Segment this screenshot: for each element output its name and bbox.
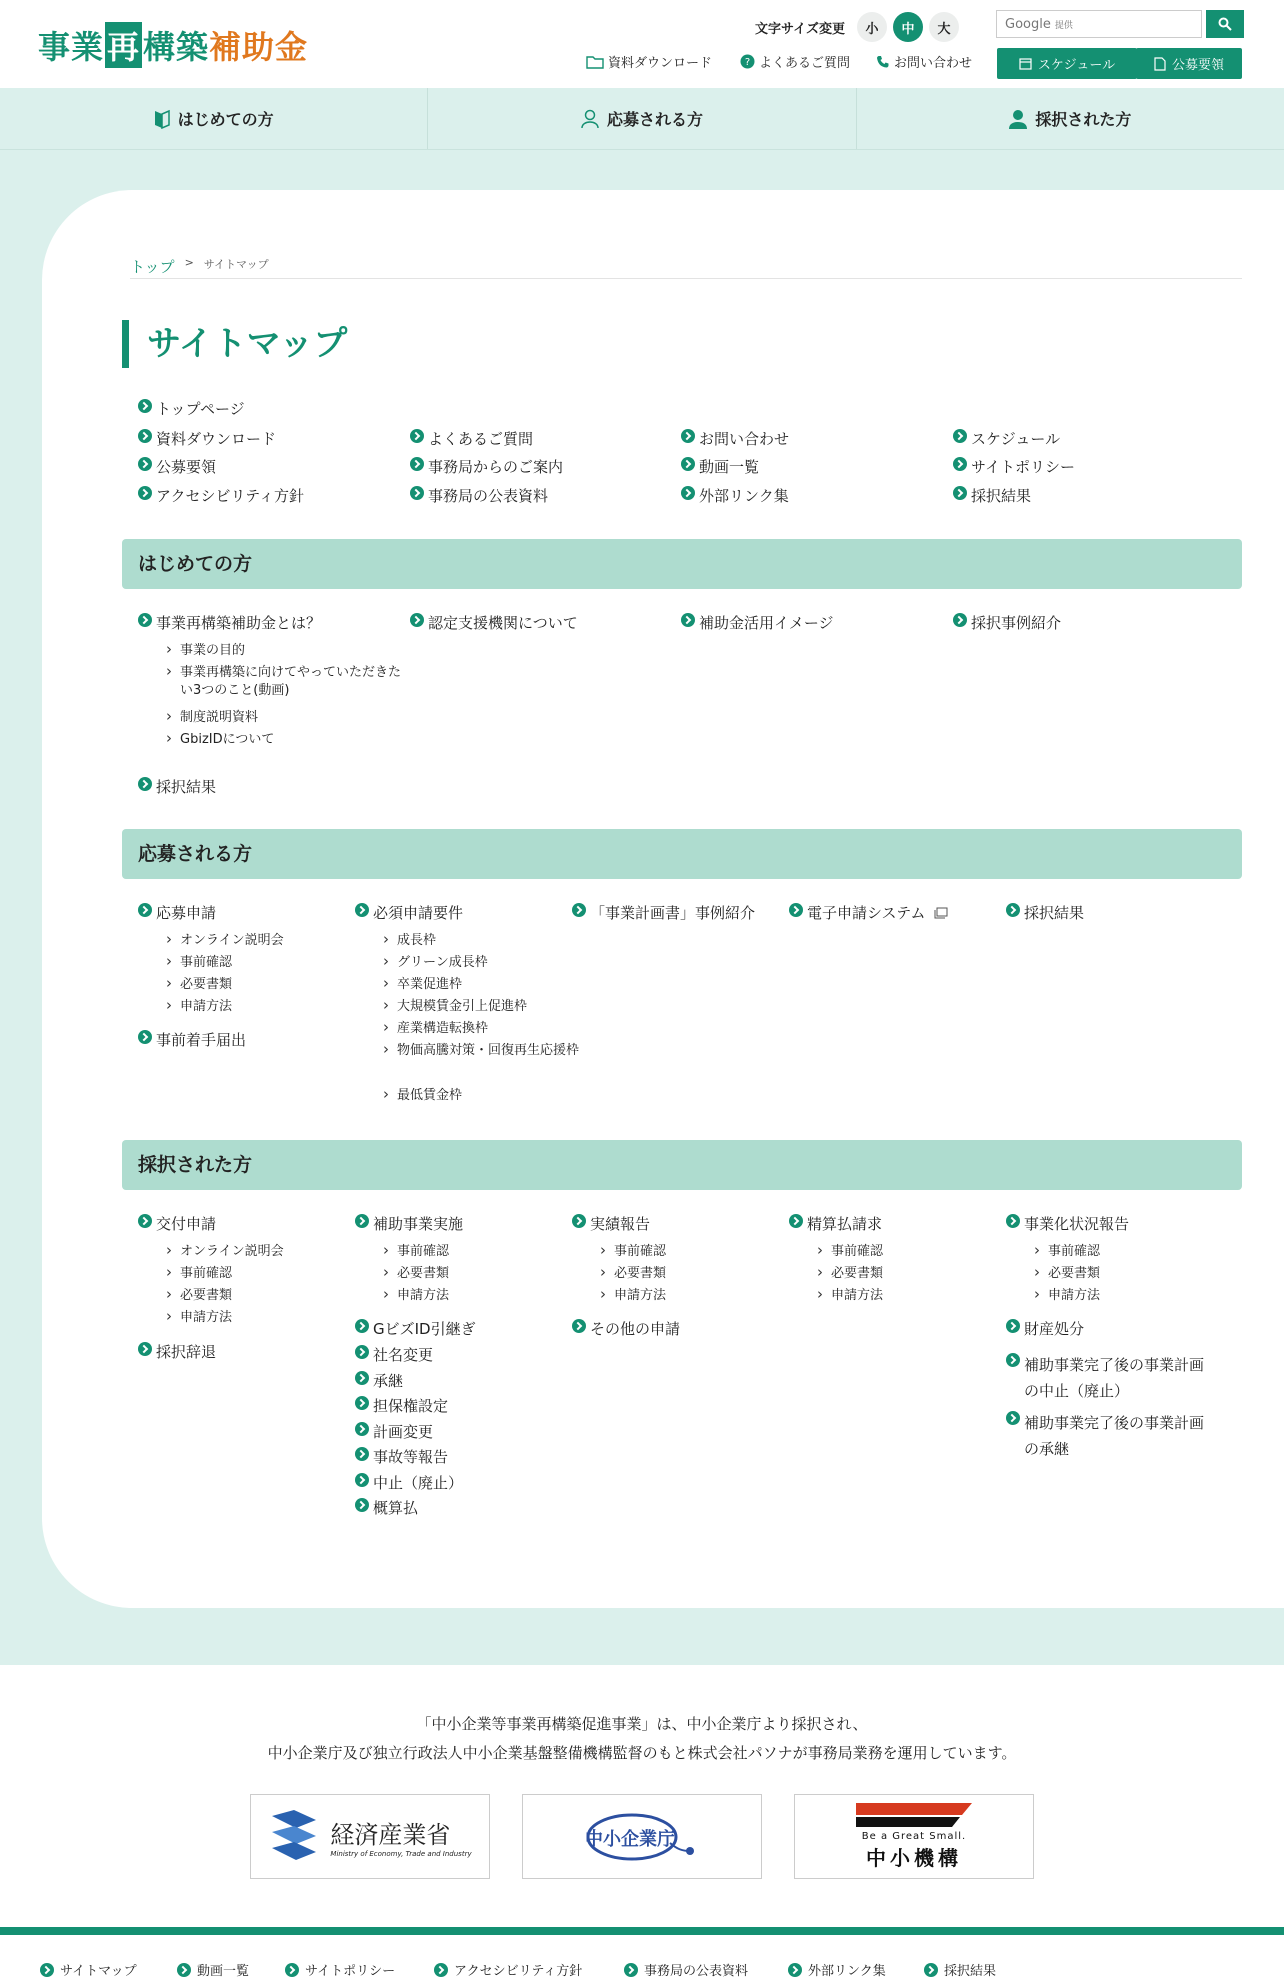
chevron-circle-icon xyxy=(410,457,424,471)
schedule-button-label: スケジュール xyxy=(1037,58,1116,73)
chevron-circle-icon xyxy=(355,1214,369,1228)
schedule-button[interactable] xyxy=(997,48,1137,79)
link-label: 事前着手届出 xyxy=(156,1031,247,1049)
sitemap-link[interactable] xyxy=(1006,1410,1218,1462)
faq-link-label: よくあるご質問 xyxy=(759,56,851,71)
sitemap-link[interactable] xyxy=(138,612,321,634)
sitemap-link[interactable] xyxy=(355,1318,476,1340)
sitemap-sublink[interactable]: › 必要書類 xyxy=(164,976,232,994)
logo-text-3: 構築 xyxy=(143,28,210,66)
link-label: 精算払請求 xyxy=(807,1215,883,1233)
sitemap-sublink[interactable]: › 事前確認 xyxy=(164,1265,232,1283)
meti-logo-sub: Ministry of Economy, Trade and Industry xyxy=(330,1850,472,1858)
logo-text-2: 再 xyxy=(105,22,142,68)
chevron-circle-icon xyxy=(789,1214,803,1228)
sitemap-sublink[interactable]: › 産業構造転換枠 xyxy=(381,1020,488,1038)
sitemap-sublink[interactable]: › 卒業促進枠 xyxy=(381,976,462,994)
sitemap-link[interactable] xyxy=(138,776,216,798)
user-filled-icon xyxy=(1009,109,1027,129)
section-heading-beginners: はじめての方 xyxy=(122,539,1242,589)
footer-link-sitemap[interactable] xyxy=(40,1960,137,1979)
sitemap-sublink[interactable]: › GbizIDについて xyxy=(164,731,274,749)
footer-link-videos[interactable] xyxy=(177,1960,249,1979)
sitemap-link[interactable] xyxy=(953,456,1075,478)
sitemap-link[interactable] xyxy=(410,485,548,507)
chevron-circle-icon xyxy=(355,1319,369,1333)
footer-message xyxy=(0,1710,1284,1768)
meti-logo-main: 経済産業省 xyxy=(330,1821,451,1849)
sitemap-link[interactable] xyxy=(355,1421,433,1443)
sitemap-sublink[interactable]: › 事前確認 xyxy=(815,1243,883,1261)
chevron-circle-icon xyxy=(355,1473,369,1487)
chevron-circle-icon xyxy=(1006,1319,1020,1333)
sitemap-link[interactable] xyxy=(410,428,533,450)
question-icon xyxy=(740,54,755,69)
link-label: 事業化状況報告 xyxy=(1024,1215,1130,1233)
sitemap-sublink[interactable]: › 物価高騰対策・回復再生応援枠 xyxy=(381,1042,581,1060)
footer-link-label: サイトポリシー xyxy=(305,1964,396,1979)
chevron-circle-icon xyxy=(953,429,967,443)
sitemap-link[interactable] xyxy=(681,456,759,478)
nav-beginners[interactable] xyxy=(0,88,428,149)
sitemap-link[interactable] xyxy=(138,1341,216,1363)
link-label: 補助事業完了後の事業計画の承継 xyxy=(1024,1414,1205,1458)
chevron-circle-icon xyxy=(138,486,152,500)
guidelines-button-label: 公募要領 xyxy=(1171,58,1224,73)
sitemap-link[interactable] xyxy=(1006,902,1084,924)
link-label: 外部リンク集 xyxy=(699,487,789,505)
chevron-circle-icon xyxy=(681,486,695,500)
chevron-circle-icon xyxy=(138,1214,152,1228)
link-label: アクセシビリティ方針 xyxy=(156,487,305,505)
chevron-circle-icon xyxy=(138,429,152,443)
font-size-small-button[interactable]: 小 xyxy=(857,12,887,42)
sitemap-sublink[interactable]: › オンライン説明会 xyxy=(164,1243,284,1261)
link-label: 認定支援機関について xyxy=(428,614,578,632)
sitemap-link[interactable] xyxy=(953,485,1031,507)
search-button[interactable] xyxy=(1206,10,1244,38)
sitemap-link[interactable] xyxy=(355,1344,433,1366)
sitemap-link[interactable] xyxy=(681,612,834,634)
link-label: 補助事業完了後の事業計画の中止（廃止） xyxy=(1024,1356,1205,1400)
sitemap-link[interactable] xyxy=(681,428,789,450)
sitemap-sublink[interactable]: › 申請方法 xyxy=(598,1287,666,1305)
sme-agency-logo-link[interactable] xyxy=(522,1794,762,1879)
phone-icon xyxy=(876,55,890,69)
chevron-circle-icon xyxy=(355,1396,369,1410)
sitemap-link[interactable] xyxy=(953,612,1061,634)
link-label: 財産処分 xyxy=(1024,1320,1085,1338)
link-label: 採択結果 xyxy=(156,778,217,796)
link-label: 概算払 xyxy=(373,1499,419,1517)
font-size-label: 文字サイズ変更 xyxy=(755,21,845,37)
external-window-icon xyxy=(934,907,948,919)
breadcrumb-current: サイトマップ xyxy=(203,258,269,271)
sitemap-link[interactable] xyxy=(138,485,304,507)
chevron-circle-icon xyxy=(681,457,695,471)
link-label: GビズID引継ぎ xyxy=(373,1320,476,1338)
breadcrumb-separator: > xyxy=(184,256,194,269)
sitemap-link[interactable] xyxy=(355,1446,448,1468)
download-link[interactable] xyxy=(586,52,712,71)
chevron-circle-icon xyxy=(410,613,424,627)
sitemap-sublink[interactable]: › 事前確認 xyxy=(598,1243,666,1261)
font-size-switcher xyxy=(755,12,959,42)
search-input[interactable] xyxy=(996,10,1202,38)
chevron-circle-icon xyxy=(355,1447,369,1461)
chevron-circle-icon xyxy=(355,1371,369,1385)
footer-link-label: 外部リンク集 xyxy=(808,1964,886,1979)
sitemap-link[interactable] xyxy=(138,456,216,478)
link-label: 事務局からのご案内 xyxy=(428,458,564,476)
download-link-label: 資料ダウンロード xyxy=(608,56,713,71)
chevron-circle-icon xyxy=(572,1214,586,1228)
chevron-circle-icon xyxy=(138,1342,152,1356)
link-label: 中止（廃止） xyxy=(373,1474,464,1492)
sitemap-sublink[interactable]: › 申請方法 xyxy=(815,1287,883,1305)
footer-link-label: 事務局の公表資料 xyxy=(644,1964,749,1979)
link-label: 「事業計画書」事例紹介 xyxy=(590,904,756,922)
footer-link-label: 動画一覧 xyxy=(197,1964,250,1979)
sitemap-link[interactable] xyxy=(1006,1318,1084,1340)
chevron-circle-icon xyxy=(1006,903,1020,917)
breadcrumb-divider xyxy=(130,278,1242,279)
sitemap-link[interactable] xyxy=(572,902,755,924)
smrj-logo-main: 中小機構 xyxy=(866,1845,962,1870)
beginner-mark-icon xyxy=(154,109,170,129)
chevron-circle-icon xyxy=(138,399,152,413)
footer-link-public-docs[interactable] xyxy=(624,1960,748,1979)
link-label: 承継 xyxy=(373,1372,404,1390)
footer-link-external[interactable] xyxy=(788,1960,886,1979)
logo-text-4: 補助金 xyxy=(209,28,309,66)
link-label: 計画変更 xyxy=(373,1423,434,1441)
section-heading-applicants: 応募される方 xyxy=(122,829,1242,879)
link-label: 採択辞退 xyxy=(156,1343,217,1361)
search-provided-label: 提供 xyxy=(1054,20,1073,31)
smrj-logo-sub: Be a Great Small. xyxy=(861,1830,967,1842)
sitemap-link[interactable] xyxy=(1006,1213,1129,1235)
calendar-icon xyxy=(1019,57,1032,70)
link-label: その他の申請 xyxy=(590,1320,681,1338)
footer-link-label: アクセシビリティ方針 xyxy=(454,1964,583,1979)
sitemap-link[interactable] xyxy=(789,1213,882,1235)
sitemap-sublink[interactable]: › 必要書類 xyxy=(598,1265,666,1283)
sitemap-sublink[interactable]: › 事前確認 xyxy=(381,1243,449,1261)
sitemap-link[interactable] xyxy=(355,1497,418,1519)
breadcrumb-home-link[interactable]: トップ xyxy=(130,258,175,276)
sitemap-sublink[interactable]: › 成長枠 xyxy=(381,932,436,950)
chevron-circle-icon xyxy=(1006,1214,1020,1228)
chevron-circle-icon xyxy=(355,1345,369,1359)
contact-link[interactable] xyxy=(876,52,972,71)
font-size-large-button[interactable]: 大 xyxy=(929,12,959,42)
link-label: 電子申請システム xyxy=(807,904,926,922)
chevron-circle-icon xyxy=(138,1030,152,1044)
footer-message-line-2: 中小企業庁及び独立行政法人中小企業基盤整備機構監督のもと株式会社パソナが事務局業務を運用しています。 xyxy=(267,1744,1017,1762)
chevron-circle-icon xyxy=(681,429,695,443)
sitemap-sublink[interactable]: › 必要書類 xyxy=(1032,1265,1100,1283)
chevron-circle-icon xyxy=(1006,1353,1020,1367)
sitemap-link[interactable] xyxy=(355,1213,463,1235)
sitemap-sublink[interactable]: › グリーン成長枠 xyxy=(381,954,488,972)
link-label: 採択結果 xyxy=(1024,904,1085,922)
chevron-circle-icon xyxy=(138,903,152,917)
link-label: 実績報告 xyxy=(590,1215,651,1233)
sitemap-sublink[interactable]: › 制度説明資料 xyxy=(164,709,258,727)
sitemap-link[interactable] xyxy=(355,1472,463,1494)
sitemap-sublink[interactable]: › 事前確認 xyxy=(1032,1243,1100,1261)
link-label: 補助金活用イメージ xyxy=(699,614,834,632)
sitemap-link[interactable] xyxy=(355,1370,403,1392)
meti-logo-link[interactable] xyxy=(250,1794,490,1879)
sitemap-sublink[interactable]: › 必要書類 xyxy=(381,1265,449,1283)
sitemap-sublink[interactable]: › 事業の目的 xyxy=(164,642,245,660)
nav-adopted-label: 採択された方 xyxy=(1035,110,1132,129)
chevron-circle-icon xyxy=(1006,1411,1020,1425)
chevron-circle-icon xyxy=(138,777,152,791)
link-label: スケジュール xyxy=(971,430,1061,448)
sitemap-link[interactable] xyxy=(138,1029,246,1051)
breadcrumb xyxy=(130,256,269,278)
page-title: サイトマップ xyxy=(122,320,347,368)
chevron-circle-icon xyxy=(789,903,803,917)
link-label: トップページ xyxy=(156,400,245,418)
chevron-circle-icon xyxy=(138,457,152,471)
link-label: よくあるご質問 xyxy=(428,430,534,448)
meti-emblem-icon xyxy=(268,1808,322,1866)
sitemap-sublink[interactable]: › 申請方法 xyxy=(1032,1287,1100,1305)
footer-divider xyxy=(0,1927,1284,1935)
link-label: 事故等報告 xyxy=(373,1448,449,1466)
contact-link-label: お問い合わせ xyxy=(894,56,973,71)
chevron-circle-icon xyxy=(138,613,152,627)
search-placeholder: Google xyxy=(1005,16,1051,32)
link-label: 補助事業実施 xyxy=(373,1215,464,1233)
chevron-circle-icon xyxy=(177,1963,191,1977)
sitemap-link[interactable] xyxy=(1006,1352,1218,1404)
link-label: お問い合わせ xyxy=(699,430,790,448)
sitemap-link[interactable] xyxy=(138,902,216,924)
folder-icon xyxy=(586,55,604,69)
link-label: 社名変更 xyxy=(373,1346,434,1364)
link-label: 応募申請 xyxy=(156,904,217,922)
link-label: 事務局の公表資料 xyxy=(428,487,549,505)
section-heading-adopted: 採択された方 xyxy=(122,1140,1242,1190)
sme-agency-logo-text: 中小企業庁 xyxy=(585,1829,675,1850)
footer-link-policy[interactable] xyxy=(285,1960,395,1979)
guidelines-button[interactable] xyxy=(1136,48,1242,79)
nav-adopted[interactable] xyxy=(857,88,1284,149)
link-label: 資料ダウンロード xyxy=(156,430,277,448)
nav-applicants[interactable] xyxy=(428,88,856,149)
chevron-circle-icon xyxy=(788,1963,802,1977)
sitemap-sublink[interactable]: › 申請方法 xyxy=(164,1309,232,1327)
chevron-circle-icon xyxy=(953,486,967,500)
link-label: サイトポリシー xyxy=(971,458,1075,476)
search-icon xyxy=(1218,17,1232,31)
sitemap-sublink[interactable]: › 申請方法 xyxy=(164,998,232,1016)
e-application-link[interactable] xyxy=(789,902,948,924)
link-label: 公募要領 xyxy=(156,458,217,476)
chevron-circle-icon xyxy=(953,613,967,627)
chevron-circle-icon xyxy=(953,457,967,471)
footer-message-line-1: 「中小企業等事業再構築促進事業」は、中小企業庁より採択され、 xyxy=(416,1715,868,1733)
sitemap-link[interactable] xyxy=(138,428,276,450)
svg-text:?: ? xyxy=(744,57,751,68)
logo-text-1: 事業 xyxy=(38,28,105,66)
footer-link-results[interactable] xyxy=(924,1960,996,1979)
sitemap-sublink[interactable]: › オンライン説明会 xyxy=(164,932,284,950)
nav-beginners-label: はじめての方 xyxy=(177,110,274,129)
link-label: 交付申請 xyxy=(156,1215,217,1233)
sitemap-link[interactable] xyxy=(572,1213,650,1235)
chevron-circle-icon xyxy=(572,903,586,917)
link-label: 必須申請要件 xyxy=(373,904,464,922)
link-label: 採択結果 xyxy=(971,487,1032,505)
font-size-medium-button[interactable]: 中 xyxy=(893,12,923,42)
link-label: 採択事例紹介 xyxy=(971,614,1062,632)
link-label: 動画一覧 xyxy=(699,458,760,476)
global-nav xyxy=(0,88,1284,150)
sitemap-sublink[interactable]: › 最低賃金枠 xyxy=(381,1087,462,1105)
sitemap-link[interactable] xyxy=(410,612,578,634)
sitemap-sublink[interactable]: › 事前確認 xyxy=(164,954,232,972)
sitemap-link-top[interactable] xyxy=(138,398,245,420)
smrj-mark-icon xyxy=(856,1803,972,1829)
chevron-circle-icon xyxy=(572,1319,586,1333)
sitemap-link[interactable] xyxy=(138,1213,216,1235)
chevron-circle-icon xyxy=(434,1963,448,1977)
footer-link-accessibility[interactable] xyxy=(434,1960,582,1979)
sitemap-link[interactable] xyxy=(572,1318,680,1340)
footer-link-label: サイトマップ xyxy=(60,1964,137,1979)
chevron-circle-icon xyxy=(355,1498,369,1512)
sitemap-link[interactable] xyxy=(355,1395,448,1417)
chevron-circle-icon xyxy=(355,1422,369,1436)
chevron-circle-icon xyxy=(624,1963,638,1977)
sitemap-sublink[interactable]: › 大規模賃金引上促進枠 xyxy=(381,998,527,1016)
site-logo[interactable] xyxy=(38,22,308,68)
sitemap-link[interactable] xyxy=(681,485,789,507)
nav-applicants-label: 応募される方 xyxy=(606,110,703,129)
chevron-circle-icon xyxy=(355,903,369,917)
chevron-circle-icon xyxy=(40,1963,54,1977)
chevron-circle-icon xyxy=(410,429,424,443)
sitemap-link[interactable] xyxy=(410,456,563,478)
sitemap-link[interactable] xyxy=(355,902,463,924)
sitemap-sublink[interactable]: › 必要書類 xyxy=(164,1287,232,1305)
sitemap-link[interactable] xyxy=(953,428,1060,450)
site-header xyxy=(0,0,1284,88)
chevron-circle-icon xyxy=(924,1963,938,1977)
sitemap-sublink[interactable]: › 必要書類 xyxy=(815,1265,883,1283)
link-label: 事業再構築補助金とは？ xyxy=(156,614,322,632)
document-icon xyxy=(1154,57,1166,71)
sitemap-sublink[interactable]: › 申請方法 xyxy=(381,1287,449,1305)
smrj-logo-link[interactable] xyxy=(794,1794,1034,1879)
chevron-circle-icon xyxy=(410,486,424,500)
footer-link-label: 採択結果 xyxy=(944,1964,997,1979)
faq-link[interactable] xyxy=(740,52,850,71)
chevron-circle-icon xyxy=(681,613,695,627)
chevron-circle-icon xyxy=(285,1963,299,1977)
link-label: 担保権設定 xyxy=(373,1397,449,1415)
user-outline-icon xyxy=(581,109,599,129)
sitemap-sublink[interactable]: › 事業再構築に向けてやっていただきたい3つのこと(動画) xyxy=(164,664,404,700)
meti-logo-text xyxy=(330,1815,471,1858)
